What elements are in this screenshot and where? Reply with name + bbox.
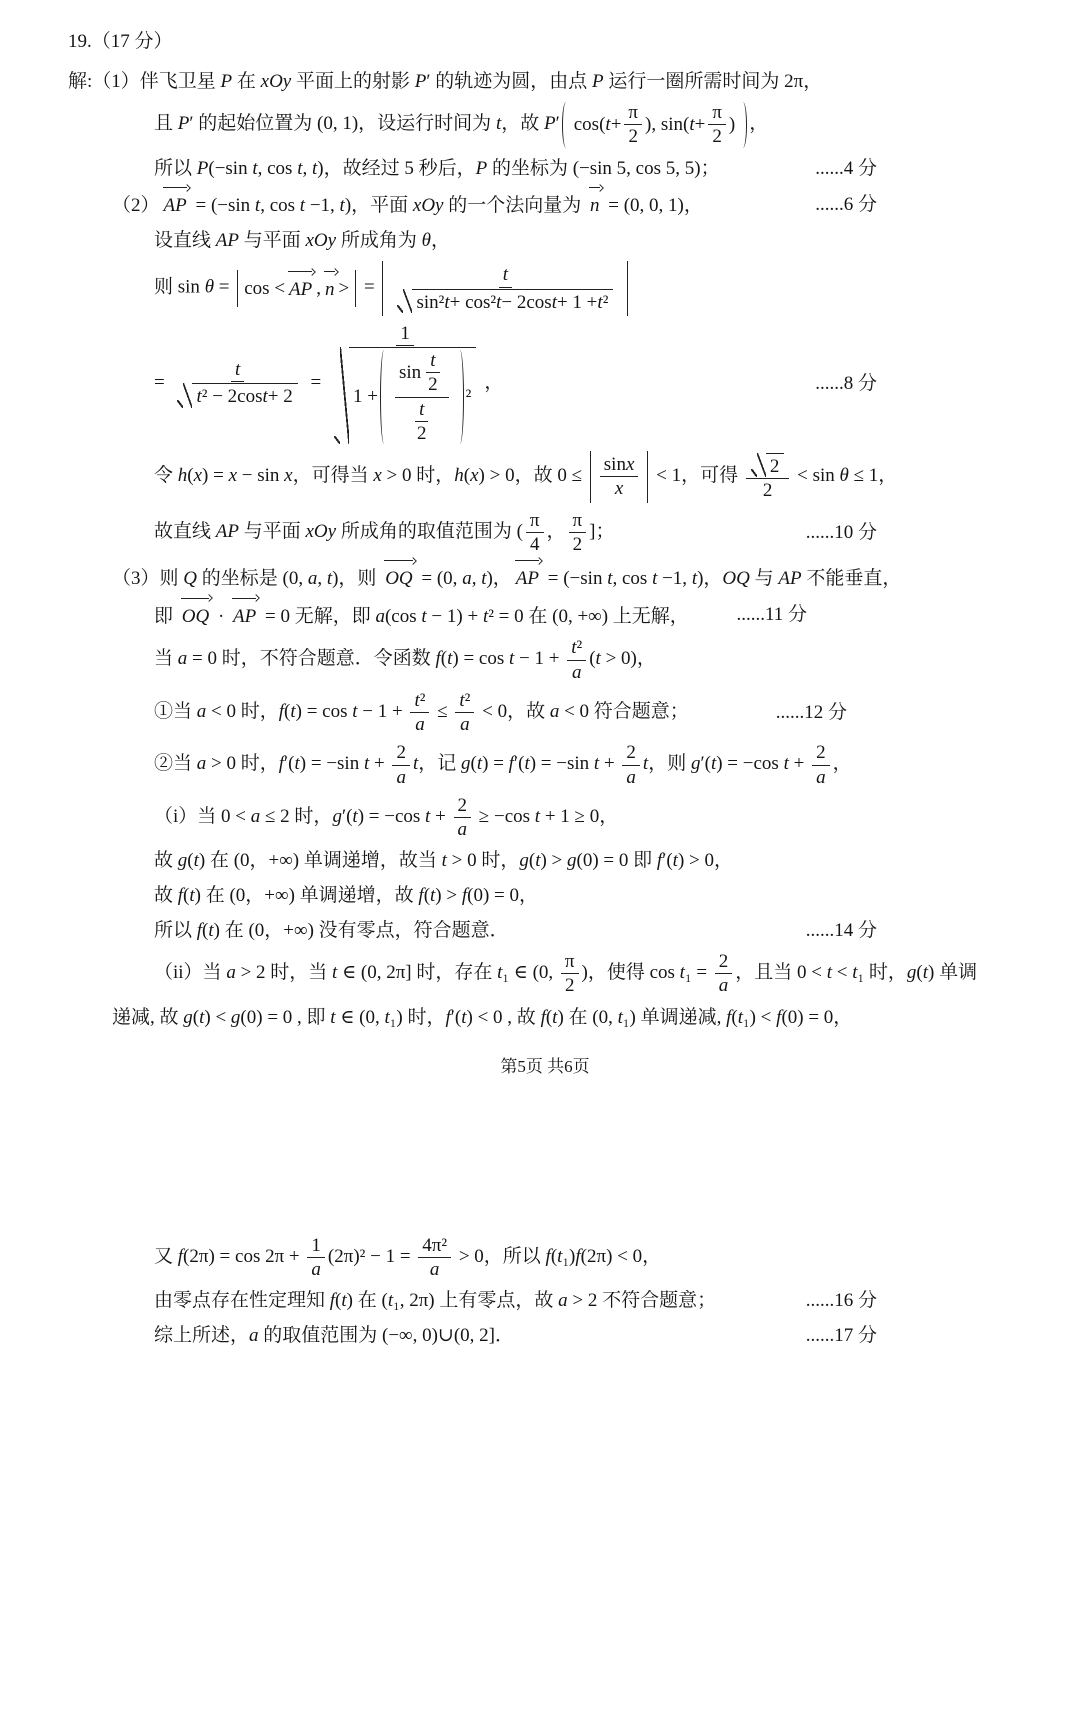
- solution-line: [68, 951, 1022, 997]
- solution-line: [68, 261, 1022, 316]
- score-marker: ......14 分: [805, 919, 877, 941]
- fraction: $\frac{2}{2}$: [746, 453, 790, 502]
- line-content: 则 sin θ = cos < AP , n > = t sin² t + cos² t − 2cos t + 1 + t ²: [154, 261, 1022, 316]
- solution-line: [68, 795, 1022, 841]
- absolute-value: cos < AP , n >: [237, 270, 356, 307]
- solution-line: [68, 690, 1022, 736]
- line-content: （ii）当 a > 2 时，当 t ∈ (0, 2π] 时，存在 t₁ ∈ (0, $\frac{\pi}{2}$ )，使得 cos t₁ = $\frac{2}{a}$ ，且当 0 < t < t₁ 时，g(t) 单调: [154, 951, 978, 997]
- line-content: 即 OQ · AP = 0 无解，即 a(cos t − 1) + t² = 0 在 (0, +∞) 上无解，: [154, 600, 736, 631]
- ap-vector: AP: [515, 562, 540, 593]
- line-content: 故直线 AP 与平面 xOy 所成角的取值范围为 ( $\frac{\pi}{4}$ ， $\frac{\pi}{2}$ ]；: [154, 509, 615, 555]
- solution-body-page5: [68, 68, 1022, 1032]
- fraction: t sin² t + cos² t − 2cos t + 1 + t ²: [392, 264, 618, 313]
- score-marker: ......6 分: [815, 193, 877, 215]
- solution-line: [68, 1004, 1022, 1032]
- big-parentheses: [380, 350, 464, 444]
- square-root: 1 + sin $\frac{t}{2}$ $\frac{t}{2}$ ²: [334, 347, 476, 444]
- solution-line: [68, 227, 1022, 255]
- line-content: （2） AP = (−sin t, cos t −1, t)，平面 xOy 的一个法向量为 n = (0, 0, 1)，: [112, 189, 815, 220]
- line-content: 故 g(t) 在 (0，+∞) 单调递增，故当 t > 0 时，g(t) > g(0) = 0 即 f′(t) > 0，: [154, 850, 733, 872]
- big-parentheses: cos( t + $\frac{\pi}{2}$ ), sin( t + $\frac{\pi}{2}$ ): [562, 102, 748, 148]
- fraction: sin $\frac{t}{2}$ $\frac{t}{2}$: [395, 350, 449, 444]
- fraction: $\frac{2}{a}$: [812, 742, 830, 788]
- fraction: $\frac{\text{4π²}}{a}$: [418, 1235, 451, 1281]
- fraction: $\frac{2}{a}$: [715, 951, 733, 997]
- square-root: 2: [751, 453, 785, 477]
- solution-line: [68, 847, 1022, 875]
- fraction: $\frac{\pi}{2}$: [561, 951, 579, 997]
- ap-vector: AP: [288, 273, 313, 304]
- line-content: 解:（1）伴飞卫星 P 在 xOy 平面上的射影 P′ 的轨迹为圆，由点 P 运行一圈所需时间为 2π，: [68, 70, 823, 92]
- solution-line: [68, 1235, 1022, 1281]
- line-content: 又 f(2π) = cos 2π + $\frac{1}{a}$ (2π)² − 1 = $\frac{\text{4π²}}{a}$ > 0，所以 f(t₁)f(2π) < 0，: [154, 1234, 662, 1281]
- solution-line: [68, 510, 1022, 556]
- fraction: $\frac{\pi}{2}$: [708, 102, 726, 148]
- line-content: 所以 P(−sin t, cos t, t)，故经过 5 秒后，P 的坐标为 (−sin 5, cos 5, 5)；: [154, 157, 720, 179]
- absolute-value: [382, 261, 628, 316]
- line-content: 综上所述，a 的取值范围为 (−∞, 0)∪(0, 2]．: [154, 1324, 515, 1346]
- line-content: 递减, 故 g(t) < g(0) = 0 , 即 t ∈ (0, t₁) 时，f′(t) < 0 , 故 f(t) 在 (0, t₁) 单调递减, f(t₁) < f(0) = 0，: [112, 1006, 853, 1028]
- n-vector: n: [324, 273, 336, 304]
- oq-vector: OQ: [384, 562, 413, 593]
- square-root: t ² − 2cos t + 2: [177, 383, 297, 407]
- fraction: t t ² − 2cos t + 2: [172, 359, 302, 408]
- score-marker: ......10 分: [805, 521, 877, 543]
- score-marker: ......11 分: [736, 604, 807, 626]
- solution-line: [68, 562, 1022, 593]
- problem-number-line: [68, 28, 1022, 56]
- fraction: t ² a: [567, 637, 586, 683]
- fraction: $\frac{t}{2}$: [417, 398, 427, 444]
- fraction: $\frac{\pi}{2}$: [624, 102, 642, 148]
- page-footer: 第5页 共6页: [500, 1057, 590, 1077]
- fraction: $\frac{1}{a}$: [307, 1235, 325, 1281]
- score-marker: ......12 分: [775, 701, 847, 723]
- score-marker: ......16 分: [805, 1290, 877, 1312]
- absolute-value: [590, 451, 649, 503]
- line-content: （3）则 Q 的坐标是 (0, a, t)，则 OQ = (0, a, t)， AP = (−sin t, cos t −1, t)，OQ 与 AP 不能垂直，: [112, 562, 1022, 593]
- solution-line: [68, 323, 1022, 444]
- line-content: （i）当 0 < a ≤ 2 时，g′(t) = −cos t + $\frac{2}{a}$ ≥ −cos t + 1 ≥ 0，: [154, 794, 619, 841]
- ap-vector: AP: [232, 600, 257, 631]
- solution-line: [68, 742, 1022, 788]
- line-content: 设直线 AP 与平面 xOy 所成角为 θ，: [154, 229, 450, 251]
- fraction: t ² a: [455, 690, 474, 736]
- solution-line: [68, 189, 1022, 220]
- oq-vector: OQ: [181, 600, 210, 631]
- fraction: $\frac{t}{2}$: [428, 350, 438, 396]
- solution-line: [68, 600, 1022, 631]
- line-content: 令 h(x) = x − sin x，可得当 x > 0 时，h(x) > 0，故 0 ≤ sin x x < 1，可得 $\frac{2}{2}$ < sin θ ≤ 1，: [154, 451, 1022, 503]
- fraction: $\frac{\pi}{2}$: [569, 510, 587, 556]
- problem-number: 19.（17 分）: [68, 31, 173, 52]
- solution-line: [68, 155, 1022, 183]
- line-content: 当 a = 0 时，不符合题意．令函数 f(t) = cos t − 1 + t ² a (t > 0)，: [154, 637, 656, 683]
- fraction: $\frac{2}{a}$: [454, 795, 472, 841]
- solution-line: [68, 917, 1022, 945]
- solution-line: [68, 1322, 1022, 1350]
- line-content: = t t ² − 2cos t + 2 = 1 1 + sin $\frac{t}{2}$ $\frac{t}{2}$ ² ，: [154, 322, 504, 444]
- fraction: $\frac{\pi}{4}$: [526, 510, 544, 556]
- square-root: sin² t + cos² t − 2cos t + 1 + t ²: [397, 289, 613, 313]
- ap-vector: AP: [163, 189, 188, 220]
- fraction: t ² a: [410, 690, 429, 736]
- fraction: $\frac{2}{a}$: [622, 742, 640, 788]
- score-marker: ......8 分: [815, 372, 877, 394]
- solution-body-page6: [68, 1235, 1022, 1350]
- solution-line: [68, 68, 1022, 96]
- solution-line: [68, 102, 1022, 148]
- score-marker: ......17 分: [805, 1324, 877, 1346]
- solution-line: [68, 451, 1022, 503]
- fraction: 1 1 + sin $\frac{t}{2}$ $\frac{t}{2}$ ²: [329, 323, 481, 444]
- line-content: 由零点存在性定理知 f(t) 在 (t₁, 2π) 上有零点，故 a > 2 不符合题意；: [154, 1290, 717, 1312]
- fraction: sin x x: [600, 454, 639, 500]
- fraction: $\frac{2}{a}$: [392, 742, 410, 788]
- line-content: 所以 f(t) 在 (0，+∞) 没有零点，符合题意．: [154, 919, 509, 941]
- solution-line: [68, 1287, 1022, 1315]
- solution-line: [68, 637, 1022, 683]
- line-content: ①当 a < 0 时，f(t) = cos t − 1 + t ² a ≤ t ² a < 0，故 a < 0 符合题意；: [154, 689, 689, 736]
- line-content: 故 f(t) 在 (0，+∞) 单调递增，故 f(t) > f(0) = 0，: [154, 884, 538, 906]
- page-break-gap: [68, 1080, 1022, 1228]
- solution-line: [68, 882, 1022, 910]
- score-marker: ......4 分: [815, 157, 877, 179]
- line-content: 且 P′ 的起始位置为 (0, 1)，设运行时间为 t，故 P′ cos( t + $\frac{\pi}{2}$ ), sin( t + $\frac{\pi}{2}$ ) ，: [154, 102, 769, 148]
- n-vector: n: [589, 189, 601, 220]
- line-content: ②当 a > 0 时，f′(t) = −sin t + $\frac{2}{a}$ t，记 g(t) = f′(t) = −sin t + $\frac{2}{a}$ t，则 g′(t) = −cos t + $\frac{2}{a}$ ，: [154, 742, 852, 788]
